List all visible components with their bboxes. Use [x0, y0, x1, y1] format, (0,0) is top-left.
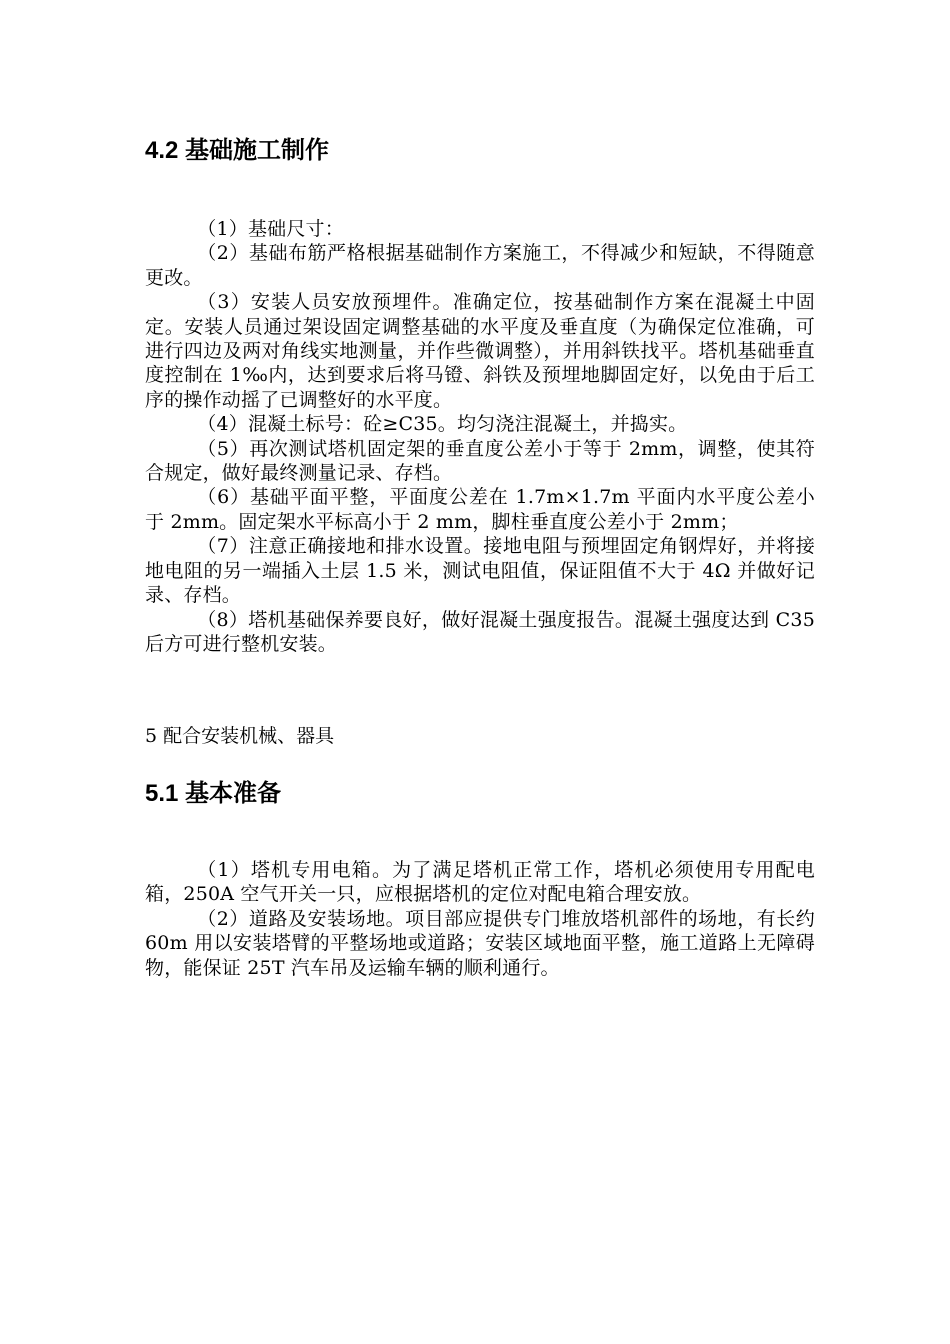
paragraph-4-2-3: （3）安装人员安放预埋件。准确定位，按基础制作方案在混凝土中固定。安装人员通过架设固定调整基础的水平度及垂直度（为确保定位准确，可进行四边及两对角线实地测量，并作些微调整），并用斜铁找平。塔机基础垂直度控制在 1‰内，达到要求后将马镫、斜铁及预埋地脚固定好，以免由于后工序的操作动摇了已调整好的水平度。 [145, 291, 815, 411]
paragraph-4-2-6: （6）基础平面平整，平面度公差在 1.7m×1.7m 平面内水平度公差小于 2mm。固定架水平标高小于 2 mm，脚柱垂直度公差小于 2mm； [145, 486, 815, 533]
paragraph-4-2-1: （1）基础尺寸： [197, 218, 344, 240]
paragraph-4-2-2: （2）基础布筋严格根据基础制作方案施工，不得减少和短缺，不得随意更改。 [145, 242, 815, 289]
section-4-2-body [145, 217, 815, 656]
section-heading-4-2: 4.2 基础施工制作 [145, 137, 330, 164]
paragraph-4-2-8: （8）塔机基础保养要良好，做好混凝土强度报告。混凝土强度达到 C35 后方可进行整机安装。 [145, 608, 815, 655]
paragraph-4-2-7: （7）注意正确接地和排水设置。接地电阻与预埋固定角钢焊好，并将接地电阻的另一端插入土层 1.5 米，测试电阻值，保证阻值不大于 4Ω 并做好记录、存档。 [145, 535, 815, 607]
section-5-1-body [145, 858, 815, 980]
section-heading-5-1: 5.1 基本准备 [145, 780, 282, 807]
section-title-5: 5 配合安装机械、器具 [145, 725, 335, 747]
paragraph-5-1-2: （2）道路及安装场地。项目部应提供专门堆放塔机部件的场地，有长约 60m 用以安装塔臂的平整场地或道路；安装区域地面平整，施工道路上无障碍物，能保证 25T 汽车吊及运输车辆的顺利通行。 [145, 907, 815, 979]
paragraph-4-2-5: （5）再次测试塔机固定架的垂直度公差小于等于 2mm，调整，使其符合规定，做好最终测量记录、存档。 [145, 437, 815, 485]
paragraph-5-1-1: （1）塔机专用电箱。为了满足塔机正常工作，塔机必须使用专用配电箱，250A 空气开关一只，应根据塔机的定位对配电箱合理安放。 [145, 859, 815, 906]
paragraph-4-2-4: （4）混凝土标号：砼≥C35。均匀浇注混凝土，并捣实。 [197, 413, 688, 436]
